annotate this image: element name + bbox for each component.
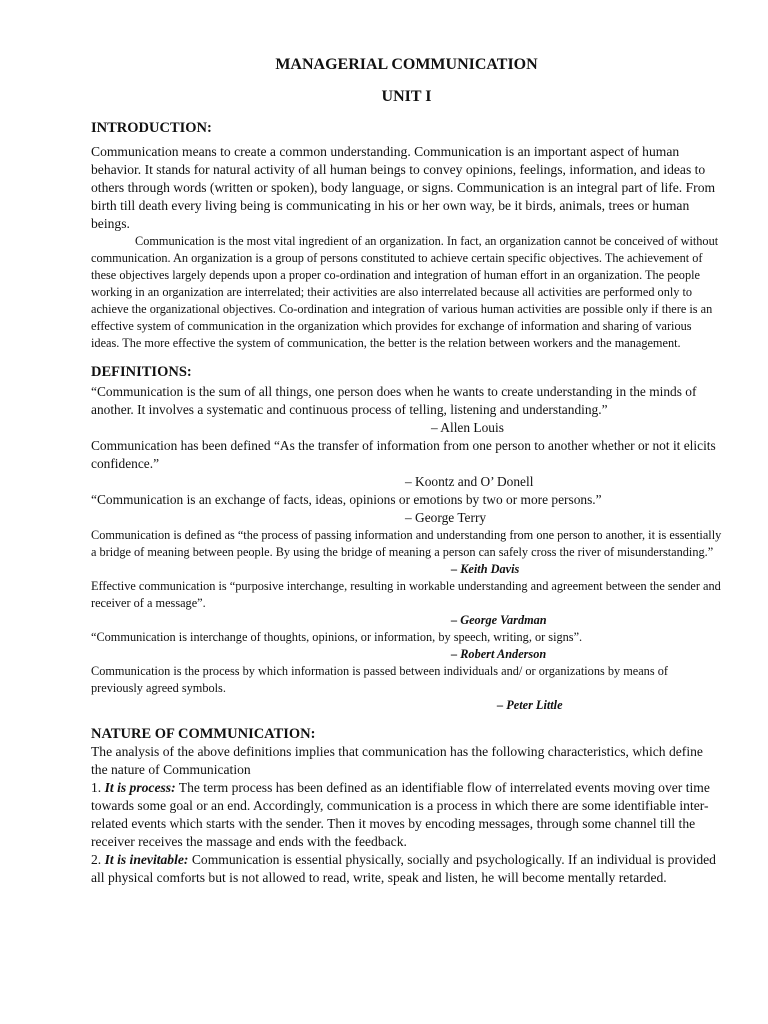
definition-author: – Keith Davis xyxy=(451,562,520,576)
definition-text: Communication is the process by which information is passed between individuals and/ or organizations by means of previously agreed symbols. xyxy=(91,664,668,695)
definition-author: – Peter Little xyxy=(497,698,563,712)
definition-text: Communication has been defined “As the transfer of information from one person to another whether or not it elicits confidence.” xyxy=(91,438,716,471)
nature-point-1 xyxy=(91,779,722,851)
definition-text: “Communication is interchange of thoughts, opinions, or information, by speech, writing, or signs”. xyxy=(91,630,583,644)
definition-author: – George Terry xyxy=(405,510,487,525)
introduction-paragraph-1: Communication means to create a common understanding. Communication is an important aspect of human behavior. It stands for natural activity of all human beings to convey opinions, feelings, information, and ideas to others through words (written or spoken), body language, or signs. Communication is an integral part of life. From birth till death every living being is communicating in his or her own way, be it birds, animals, trees or human beings. xyxy=(91,144,716,231)
introduction-heading: INTRODUCTION: xyxy=(91,120,212,136)
definition-text: Communication is defined as “the process of passing information and understanding from one person to another, it is essentially a bridge of meaning between people. By using the bridge of meaning a person can safely cross the river of misunderstanding.” xyxy=(91,528,722,559)
nature-point-2 xyxy=(91,851,722,887)
introduction-paragraph-2: Communication is the most vital ingredient of an organization. In fact, an organization cannot be conceived of without communication. An organization is a group of persons constituted to achieve certain specific objectives. The achievement of these objectives largely depends upon a proper co-ordination and integration of human effort in an organization. The people working in an organization are interrelated; their activities are also interrelated because all activities are performed only to achieve the organizational objectives. Co-ordination and integration of various human activities are possible only if there is an effective system of communication in the organization which provides for exchange of information and sharing of various ideas. The more effective the system of communication, the better is the relation between workers and the management. xyxy=(91,234,719,350)
definitions-heading: DEFINITIONS: xyxy=(91,364,192,380)
nature-heading: NATURE OF COMMUNICATION: xyxy=(91,726,316,742)
nature-intro: The analysis of the above definitions implies that communication has the following characteristics, which define the nature of Communication xyxy=(91,744,703,777)
unit-heading: UNIT I xyxy=(381,88,432,105)
definition-text: Effective communication is “purposive interchange, resulting in workable understanding and agreement between the sender and receiver of a message”. xyxy=(91,579,721,610)
definition-text: “Communication is an exchange of facts, ideas, opinions or emotions by two or more persons.” xyxy=(91,492,602,507)
point-number: 2. xyxy=(91,852,102,867)
point-number: 1. xyxy=(91,780,102,795)
definition-author: – Allen Louis xyxy=(431,420,504,435)
point-text: Communication is essential physically, socially and psychologically. If an individual is provided all physical comforts but is not allowed to read, write, speak and listen, he will become mentally retarded. xyxy=(91,852,716,885)
point-text: The term process has been defined as an identifiable flow of interrelated events moving over time towards some goal or an end. Accordingly, communication is a process in which there are some identifiable inter-related events which starts with the sender. Then it moves by encoding messages, through some channel till the receiver receives the massage and ends with the feedback. xyxy=(91,780,710,849)
definition-author: – Robert Anderson xyxy=(451,647,547,661)
point-term: It is process: xyxy=(104,780,176,795)
definition-author: – Koontz and O’ Donell xyxy=(405,474,534,489)
document-title: MANAGERIAL COMMUNICATION xyxy=(275,56,538,73)
definition-text: “Communication is the sum of all things, one person does when he wants to create understanding in the minds of another. It involves a systematic and continuous process of telling, listening and understanding.” xyxy=(91,384,697,417)
point-term: It is inevitable: xyxy=(104,852,189,867)
definition-author: – George Vardman xyxy=(451,613,547,627)
